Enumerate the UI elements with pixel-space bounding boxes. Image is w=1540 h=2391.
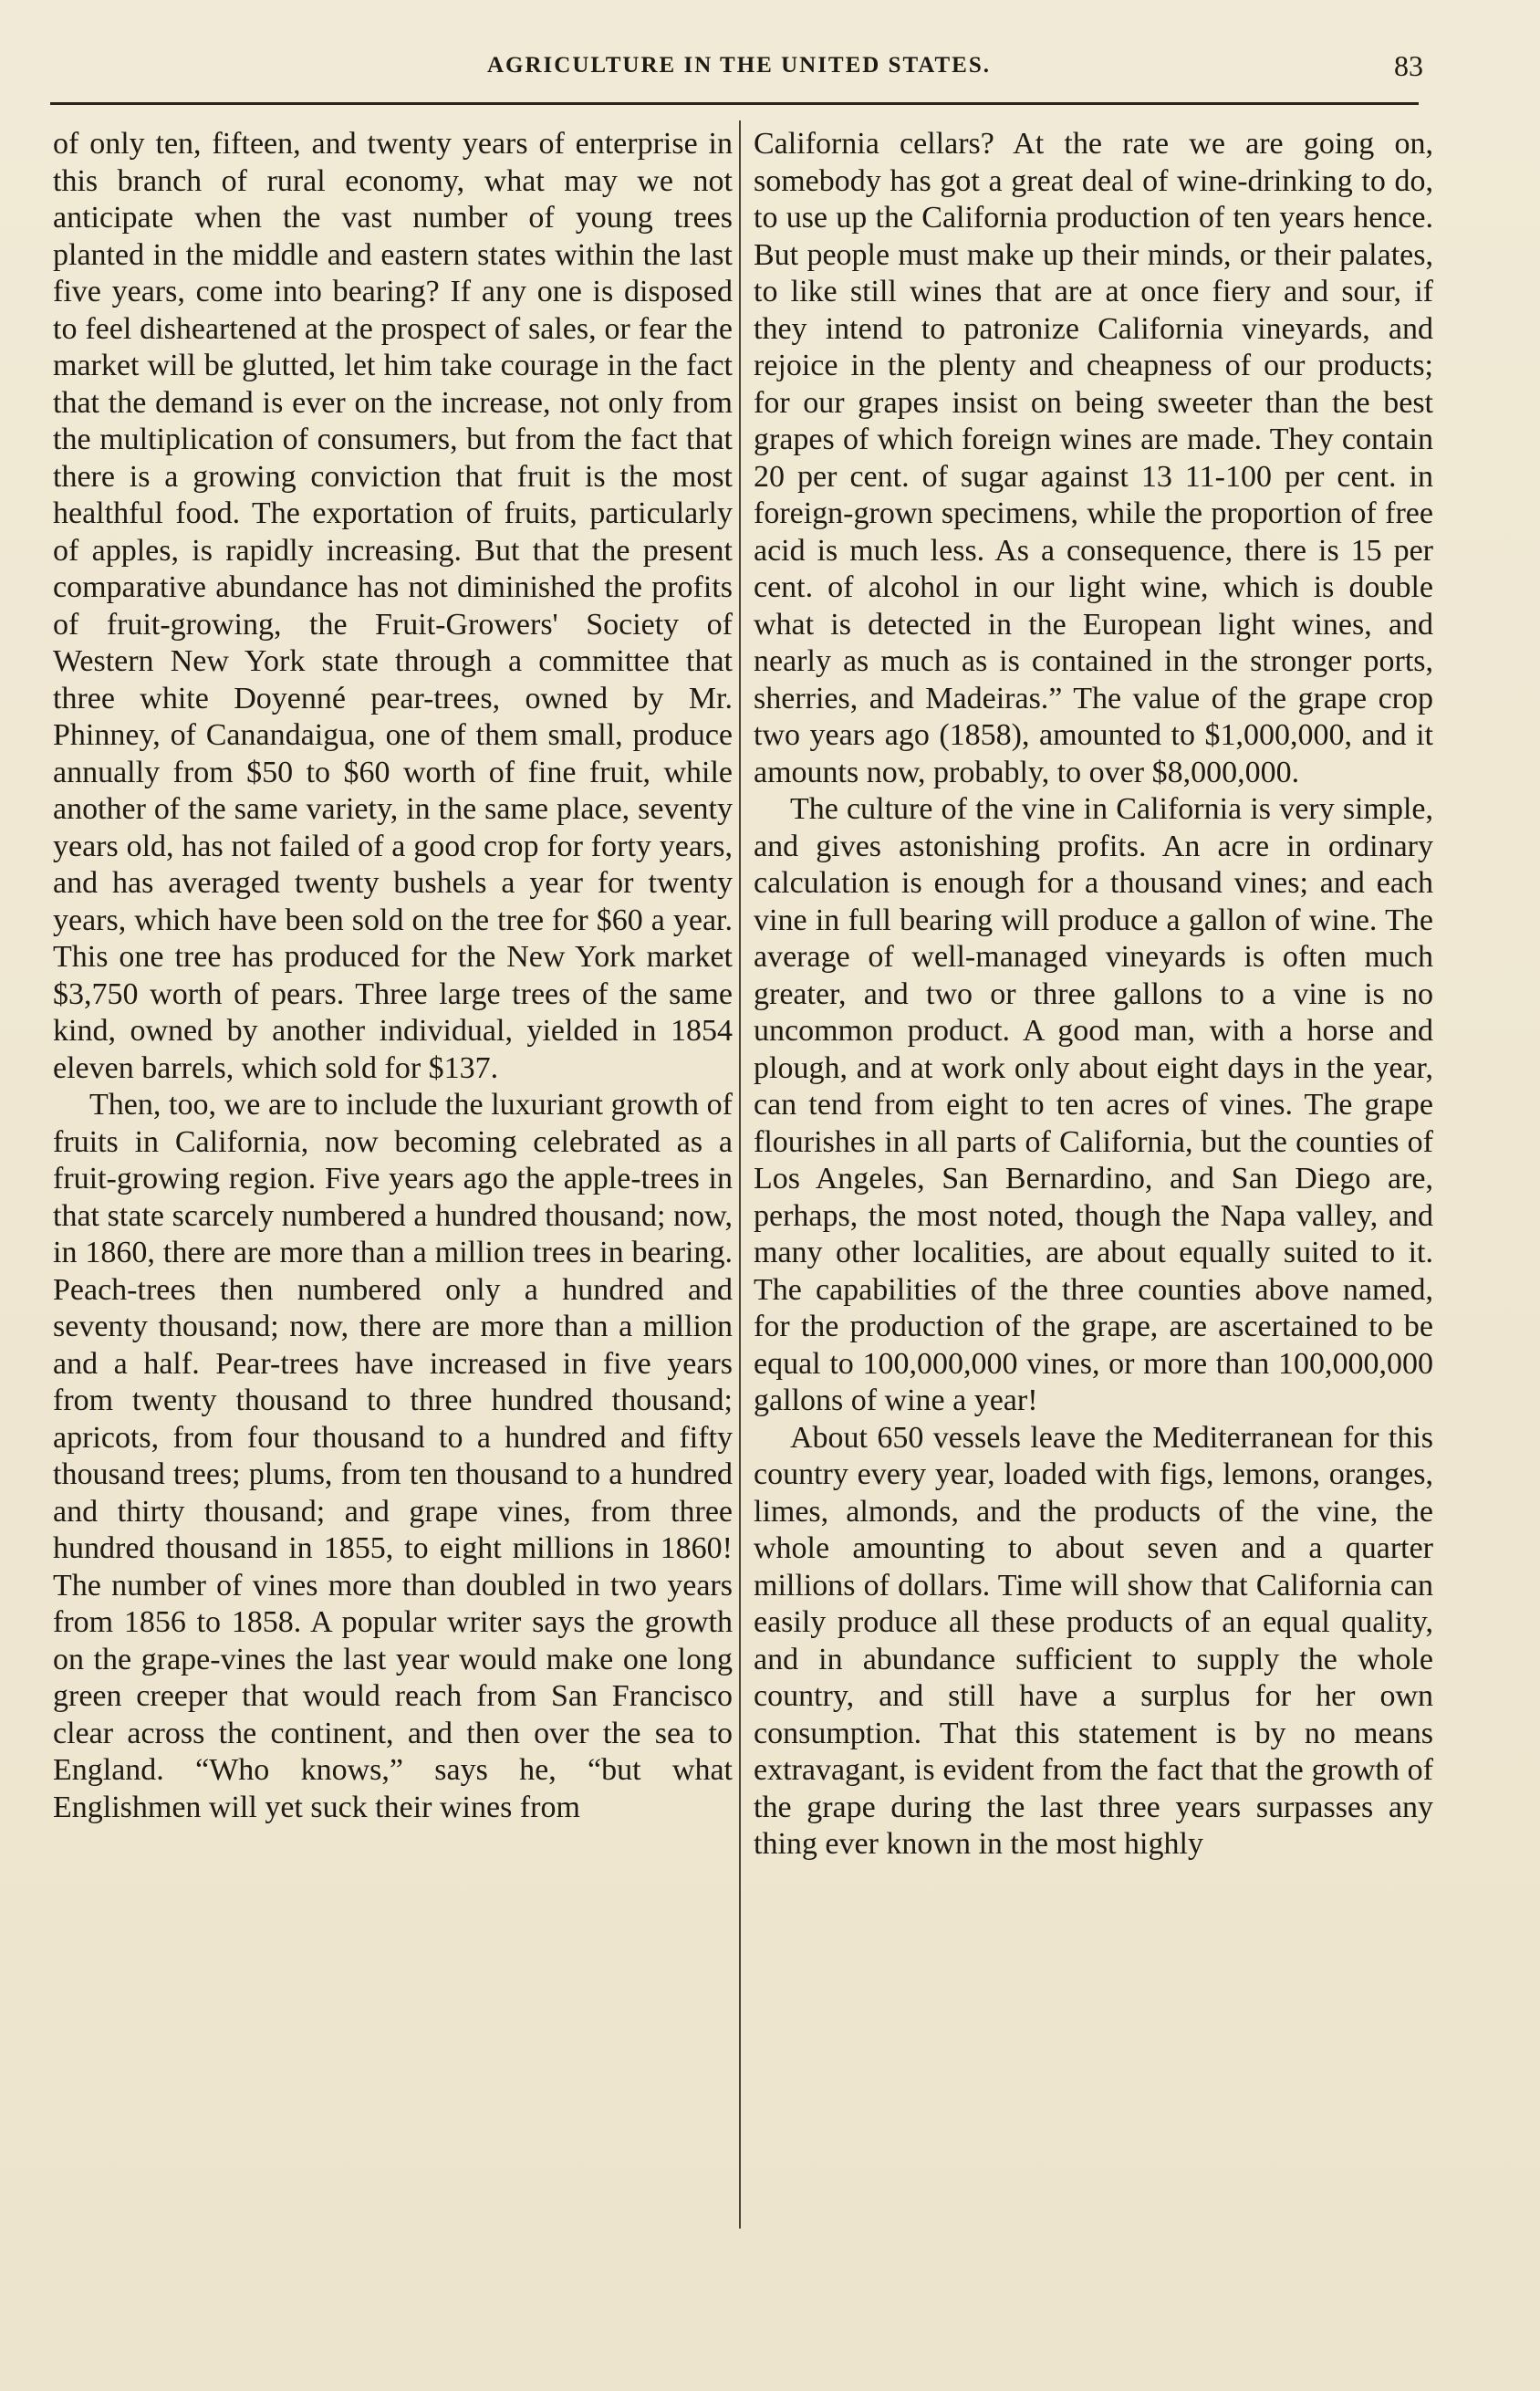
right-paragraph-2: The culture of the vine in California is very simple, and gives astonishing profits. An acre in ordinary calculation is enough for a thousand vines; and each vine in full bearing will produce a gallon of wine. The average of well-managed vineyards is often much greater, and two or three gallons to a vine is no uncommon product. A good man, with a horse and plough, and at work only about eight days in the year, can tend from eight to ten acres of vines. The grape flourishes in all parts of California, but the counties of Los Angeles, San Bernardino, and San Diego are, perhaps, the most noted, though the Napa valley, and many other localities, are about equally suited to it. The capabilities of the three counties above named, for the production of the grape, are ascertained to be equal to 100,000,000 vines, or more than 100,000,000 gallons of wine a year! (754, 792, 1433, 1417)
right-paragraph-1: California cellars? At the rate we are going on, somebody has got a great deal of wine-drinking to do, to use up the California production of ten years hence. But people must make up their minds, or their palates, to like still wines that are at once fiery and sour, if they intend to patronize California vineyards, and rejoice in the plenty and cheapness of our products; for our grapes insist on being sweeter than the best grapes of which foreign wines are made. They contain 20 per cent. of sugar against 13 11-100 per cent. in foreign-grown specimens, while the proportion of free acid is much less. As a consequence, there is 15 per cent. of alcohol in our light wine, which is double what is detected in the European light wines, and nearly as much as is contained in the stronger ports, sherries, and Madeiras.” The value of the grape crop two years ago (1858), amounted to $1,000,000, and it amounts now, probably, to over $8,000,000. (754, 127, 1433, 789)
column-divider (739, 120, 741, 2229)
page-header (55, 49, 1423, 93)
running-title: AGRICULTURE IN THE UNITED STATES. (486, 53, 992, 78)
right-paragraph-3: About 650 vessels leave the Mediterranean for this country every year, loaded with figs, lemons, oranges, limes, almonds, and the products of the vine, the whole amounting to about seven and a quarter millions of dollars. Time will show that California can easily produce all these products of an equal quality, and in abundance sufficient to supply the whole country, and still have a surplus for her own consumption. That this statement is by no means extravagant, is evident from the fact that the growth of the grape during the last three years surpasses any thing ever known in the most highly (754, 1420, 1433, 1861)
right-column (754, 126, 1433, 1864)
page-number: 83 (1394, 49, 1423, 82)
left-paragraph-2: Then, too, we are to include the luxuriant growth of fruits in California, now becoming celebrated as a fruit-growing region. Five years ago the apple-trees in that state scarcely numbered a hundred thousand; now, in 1860, there are more than a million trees in bearing. Peach-trees then numbered only a hundred and seventy thousand; now, there are more than a million and a half. Pear-trees have increased in five years from twenty thousand to three hundred thousand; apricots, from four thousand to a hundred and fifty thousand trees; plums, from ten thousand to a hundred and thirty thousand; and grape vines, from three hundred thousand in 1855, to eight millions in 1860! The number of vines more than doubled in two years from 1856 to 1858. A popular writer says the growth on the grape-vines the last year would make one long green creeper that would reach from San Francisco clear across the continent, and then over the sea to England. “Who knows,” says he, “but what Englishmen will yet suck their wines from (53, 1088, 733, 1824)
left-column (53, 126, 733, 1826)
left-paragraph-1: of only ten, fifteen, and twenty years of enterprise in this branch of rural economy, what may we not anticipate when the vast number of young trees planted in the middle and eastern states within the last five years, come into bearing? If any one is disposed to feel disheartened at the prospect of sales, or fear the market will be glutted, let him take courage in the fact that the demand is ever on the increase, not only from the multiplication of consumers, but from the fact that there is a growing conviction that fruit is the most healthful food. The exportation of fruits, particularly of apples, is rapidly increasing. But that the present comparative abundance has not diminished the profits of fruit-growing, the Fruit-Growers' Society of Western New York state through a committee that three white Doyenné pear-trees, owned by Mr. Phinney, of Canandaigua, one of them small, produce annually from $50 to $60 worth of fine fruit, while another of the same variety, in the same place, seventy years old, has not failed of a good crop for forty years, and has averaged twenty bushels a year for twenty years, which have been sold on the tree for $60 a year. This one tree has produced for the New York market $3,750 worth of pears. Three large trees of the same kind, owned by another individual, yielded in 1854 eleven barrels, which sold for $137. (53, 127, 733, 1085)
header-rule (50, 102, 1419, 105)
